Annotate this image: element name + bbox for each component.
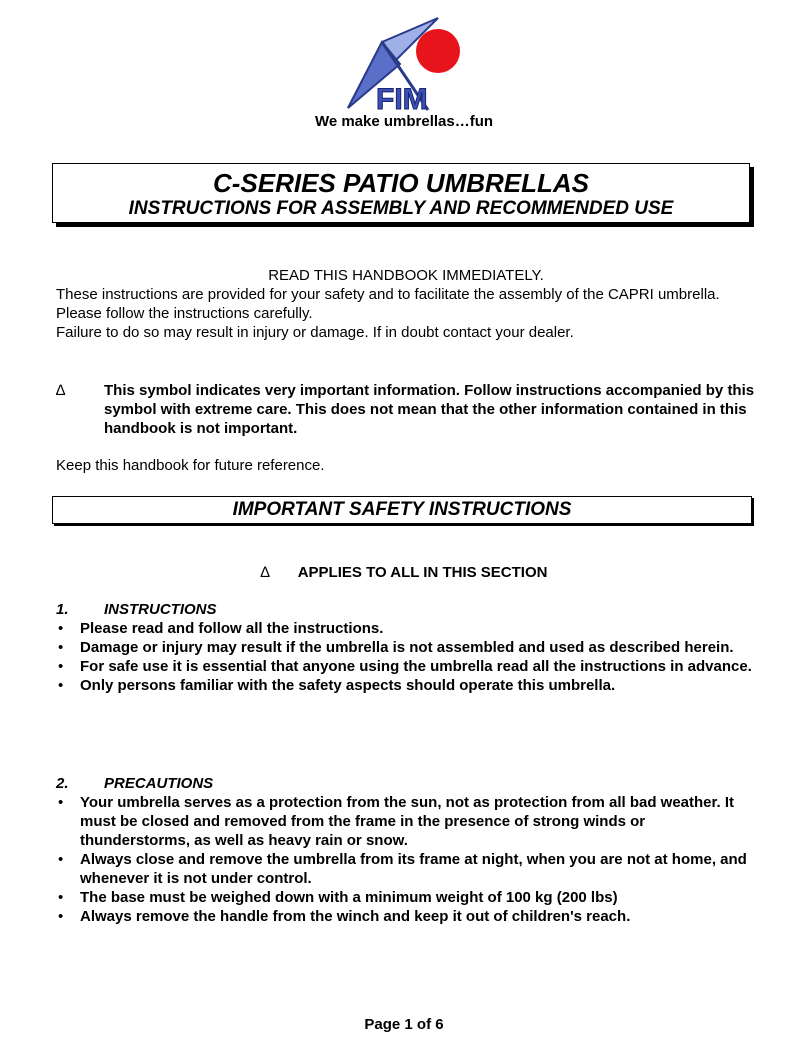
list-item-text: The base must be weighed down with a minimum weight of 100 kg (200 lbs) bbox=[80, 889, 618, 906]
list-item-text: Damage or injury may result if the umbrella is not assembled and used as described herein. bbox=[80, 639, 734, 656]
section-list bbox=[56, 793, 756, 926]
bullet-icon: • bbox=[58, 677, 64, 694]
list-item bbox=[56, 793, 756, 850]
intro-line: Failure to do so may result in injury or damage. If in doubt contact your dealer. bbox=[56, 324, 574, 341]
section-heading bbox=[56, 774, 756, 793]
intro-line: These instructions are provided for your safety and to facilitate the assembly of the CAPRI umbrella. bbox=[56, 286, 720, 303]
applies-note bbox=[0, 564, 808, 581]
intro-line: Please follow the instructions carefully. bbox=[56, 305, 313, 322]
list-item bbox=[56, 850, 756, 888]
section-title: PRECAUTIONS bbox=[104, 775, 214, 792]
warning-triangle-icon: ∆ bbox=[260, 564, 270, 581]
important-notice bbox=[56, 381, 756, 438]
warning-triangle-icon: ∆ bbox=[56, 382, 66, 399]
section-instructions bbox=[56, 600, 756, 695]
section-precautions bbox=[56, 774, 756, 926]
tagline: We make umbrellas…fun bbox=[314, 113, 494, 130]
bullet-icon: • bbox=[58, 794, 64, 811]
safety-heading: IMPORTANT SAFETY INSTRUCTIONS bbox=[52, 496, 752, 524]
page-number: Page 1 of 6 bbox=[364, 1016, 444, 1033]
list-item-text: For safe use it is essential that anyone using the umbrella read all the instructions in advance. bbox=[80, 658, 752, 675]
list-item-text: Your umbrella serves as a protection from the sun, not as protection from all bad weather. It must be closed and removed from the frame in the presence of strong winds or thunderstorms, as well as heavy rain or snow. bbox=[80, 794, 735, 849]
bullet-icon: • bbox=[58, 639, 64, 656]
logo-text: FIM bbox=[376, 83, 428, 112]
bullet-icon: • bbox=[58, 889, 64, 906]
list-item-text: Only persons familiar with the safety aspects should operate this umbrella. bbox=[80, 677, 616, 694]
intro-heading: READ THIS HANDBOOK IMMEDIATELY. bbox=[268, 267, 544, 284]
list-item bbox=[56, 676, 756, 695]
applies-text: APPLIES TO ALL IN THIS SECTION bbox=[297, 564, 548, 581]
list-item bbox=[56, 638, 756, 657]
umbrella-logo-icon bbox=[340, 14, 464, 112]
section-number: 2. bbox=[56, 775, 69, 792]
intro-block bbox=[56, 266, 756, 342]
section-title: INSTRUCTIONS bbox=[104, 601, 217, 618]
bullet-icon: • bbox=[58, 851, 64, 868]
fim-logo bbox=[340, 14, 464, 112]
document-title: C-SERIES PATIO UMBRELLAS bbox=[212, 168, 590, 198]
list-item bbox=[56, 907, 756, 926]
list-item bbox=[56, 888, 756, 907]
bullet-icon: • bbox=[58, 658, 64, 675]
keep-handbook-note: Keep this handbook for future reference. bbox=[56, 457, 325, 474]
section-number: 1. bbox=[56, 601, 69, 618]
notice-text: This symbol indicates very important information. Follow instructions accompanied by this symbol with extreme care. This does not mean that the other information contained in this handbook is not important. bbox=[104, 382, 755, 437]
bullet-icon: • bbox=[58, 908, 64, 925]
section-list bbox=[56, 619, 756, 695]
document-subtitle: INSTRUCTIONS FOR ASSEMBLY AND RECOMMENDED USE bbox=[128, 198, 674, 219]
list-item bbox=[56, 657, 756, 676]
list-item-text: Please read and follow all the instructions. bbox=[80, 620, 384, 637]
section-heading bbox=[56, 600, 756, 619]
title-box bbox=[52, 163, 750, 223]
list-item-text: Always remove the handle from the winch and keep it out of children's reach. bbox=[80, 908, 631, 925]
list-item-text: Always close and remove the umbrella from its frame at night, when you are not at home, and whenever it is not under control. bbox=[80, 851, 747, 887]
bullet-icon: • bbox=[58, 620, 64, 637]
list-item bbox=[56, 619, 756, 638]
